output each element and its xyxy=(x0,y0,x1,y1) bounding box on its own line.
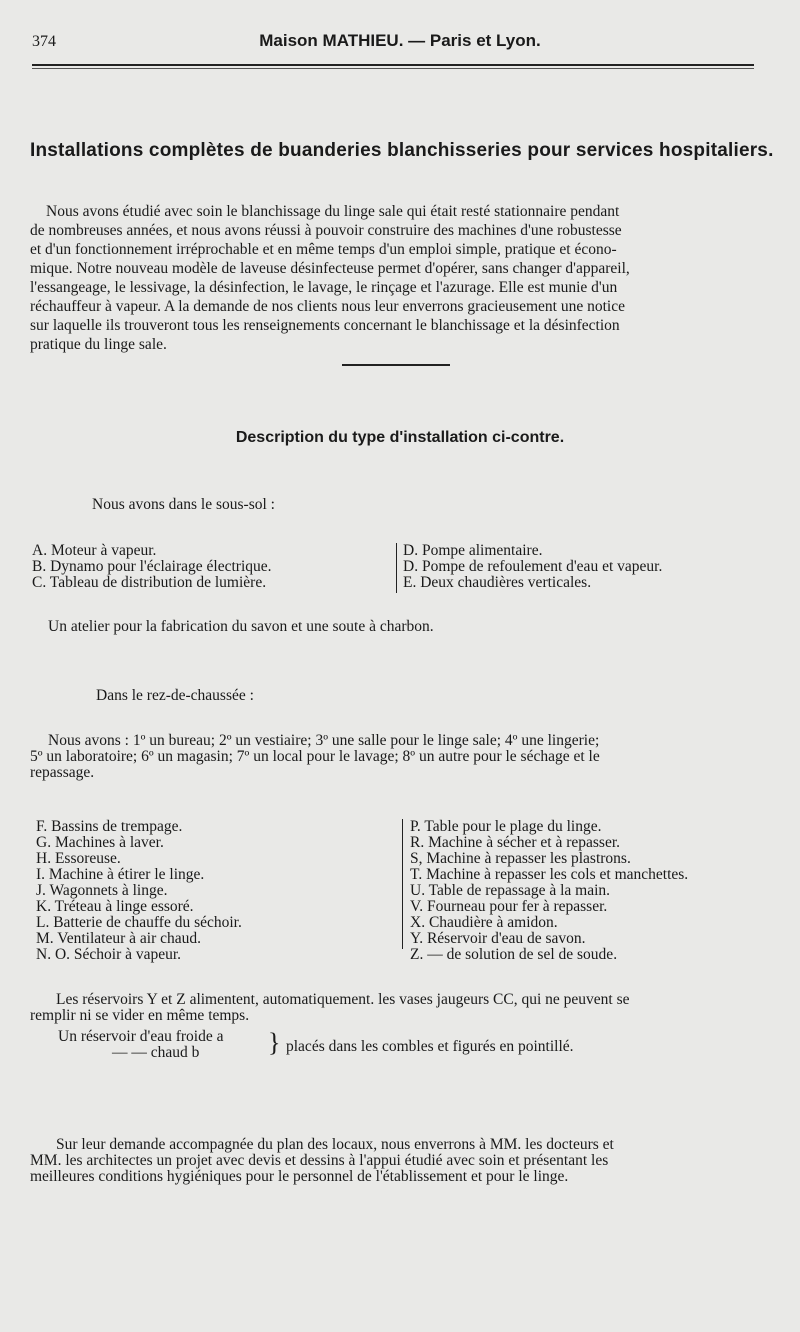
closing-paragraph xyxy=(30,1137,765,1185)
list-item: F. Bassins de trempage. xyxy=(36,818,183,835)
intro-line: de nombreuses années, et nous avons réussi à pouvoir construire des machines d'une robustesse xyxy=(30,222,622,239)
list-item: U. Table de repassage à la main. xyxy=(410,882,611,899)
basement-right-list xyxy=(403,543,662,591)
intro-paragraph xyxy=(30,202,765,354)
column-divider xyxy=(396,543,397,593)
ground-line: Nous avons : 1º un bureau; 2º un vestiaire; 3º une salle pour le linge sale; 4º une lingerie; xyxy=(48,732,600,749)
list-item: D. Pompe alimentaire. xyxy=(403,542,543,559)
column-divider xyxy=(402,819,403,949)
list-item: E. Deux chaudières verticales. xyxy=(403,574,592,591)
intro-line: réchauffeur à vapeur. A la demande de nos clients nous leur enverrons gracieusement une notice xyxy=(30,298,625,315)
section-title: Installations complètes de buanderies blanchisseries pour services hospitaliers. xyxy=(30,140,774,161)
intro-line: mique. Notre nouveau modèle de laveuse désinfecteuse permet d'opérer, sans changer d'appareil, xyxy=(30,260,630,277)
list-item: B. Dynamo pour l'éclairage électrique. xyxy=(32,558,272,575)
basement-left-list xyxy=(32,543,272,591)
list-item: I. Machine à étirer le linge. xyxy=(36,866,205,883)
reservoir-line: remplir ni se vider en même temps. xyxy=(30,1007,250,1024)
workshop-line: Un atelier pour la fabrication du savon et une soute à charbon. xyxy=(48,618,434,635)
list-item: T. Machine à repasser les cols et manchettes. xyxy=(410,866,689,883)
hot-reservoir-line: — — chaud b xyxy=(112,1044,200,1061)
running-title: Maison MATHIEU. — Paris et Lyon. xyxy=(259,31,541,50)
ground-line: repassage. xyxy=(30,764,95,781)
ground-intro: Dans le rez-de-chaussée : xyxy=(96,687,254,704)
page-number: 374 xyxy=(32,33,56,50)
list-item: G. Machines à laver. xyxy=(36,834,164,851)
list-item: H. Essoreuse. xyxy=(36,850,121,867)
list-item: J. Wagonnets à linge. xyxy=(36,882,168,899)
cold-reservoir-line: Un réservoir d'eau froide a xyxy=(58,1028,224,1045)
basement-intro: Nous avons dans le sous-sol : xyxy=(92,496,275,513)
ground-line: 5º un laboratoire; 6º un magasin; 7º un local pour le lavage; 8º un autre pour le séchage et le xyxy=(30,748,600,765)
intro-line: pratique du linge sale. xyxy=(30,336,167,353)
list-item: X. Chaudière à amidon. xyxy=(410,914,558,931)
brace-glyph: } xyxy=(268,1028,281,1057)
closing-line: Sur leur demande accompagnée du plan des locaux, nous enverrons à MM. les docteurs et xyxy=(56,1136,614,1153)
ground-right-list xyxy=(410,819,688,963)
reservoir-line: Les réservoirs Y et Z alimentent, automatiquement. les vases jaugeurs CC, qui ne peuvent se xyxy=(56,991,630,1008)
header-rule-thin xyxy=(32,68,754,69)
list-item: Y. Réservoir d'eau de savon. xyxy=(410,930,586,947)
list-item: S, Machine à repasser les plastrons. xyxy=(410,850,631,867)
description-heading: Description du type d'installation ci-contre. xyxy=(235,429,565,446)
center-divider xyxy=(342,364,450,366)
closing-line: meilleures conditions hygiéniques pour le personnel de l'établissement et pour le linge. xyxy=(30,1168,569,1185)
ground-paragraph xyxy=(30,733,765,781)
ground-left-list xyxy=(36,819,242,963)
list-item: C. Tableau de distribution de lumière. xyxy=(32,574,267,591)
list-item: V. Fourneau pour fer à repasser. xyxy=(410,898,608,915)
closing-line: MM. les architectes un projet avec devis et dessins à l'appui étudié avec soin et présentant les xyxy=(30,1152,609,1169)
list-item: K. Tréteau à linge essoré. xyxy=(36,898,194,915)
brace-text: placés dans les combles et figurés en pointillé. xyxy=(286,1038,574,1055)
list-item: D. Pompe de refoulement d'eau et vapeur. xyxy=(403,558,663,575)
reservoir-paragraph xyxy=(30,992,765,1024)
intro-line: Nous avons étudié avec soin le blanchissage du linge sale qui était resté stationnaire pendant xyxy=(46,203,620,220)
list-item: P. Table pour le plage du linge. xyxy=(410,818,602,835)
intro-line: et d'un fonctionnement irréprochable et en même temps d'un emploi simple, pratique et écono- xyxy=(30,241,617,258)
list-item: M. Ventilateur à air chaud. xyxy=(36,930,201,947)
list-item: N. O. Séchoir à vapeur. xyxy=(36,946,182,963)
list-item: A. Moteur à vapeur. xyxy=(32,542,157,559)
list-item: L. Batterie de chauffe du séchoir. xyxy=(36,914,242,931)
intro-line: sur laquelle ils trouveront tous les renseignements concernant le blanchissage et la désinfection xyxy=(30,317,620,334)
intro-line: l'essangeage, le lessivage, la désinfection, le lavage, le rinçage et l'azurage. Elle est munie d'un xyxy=(30,279,618,296)
list-item: Z. — de solution de sel de soude. xyxy=(410,946,618,963)
header-rule xyxy=(32,64,754,66)
list-item: R. Machine à sécher et à repasser. xyxy=(410,834,621,851)
